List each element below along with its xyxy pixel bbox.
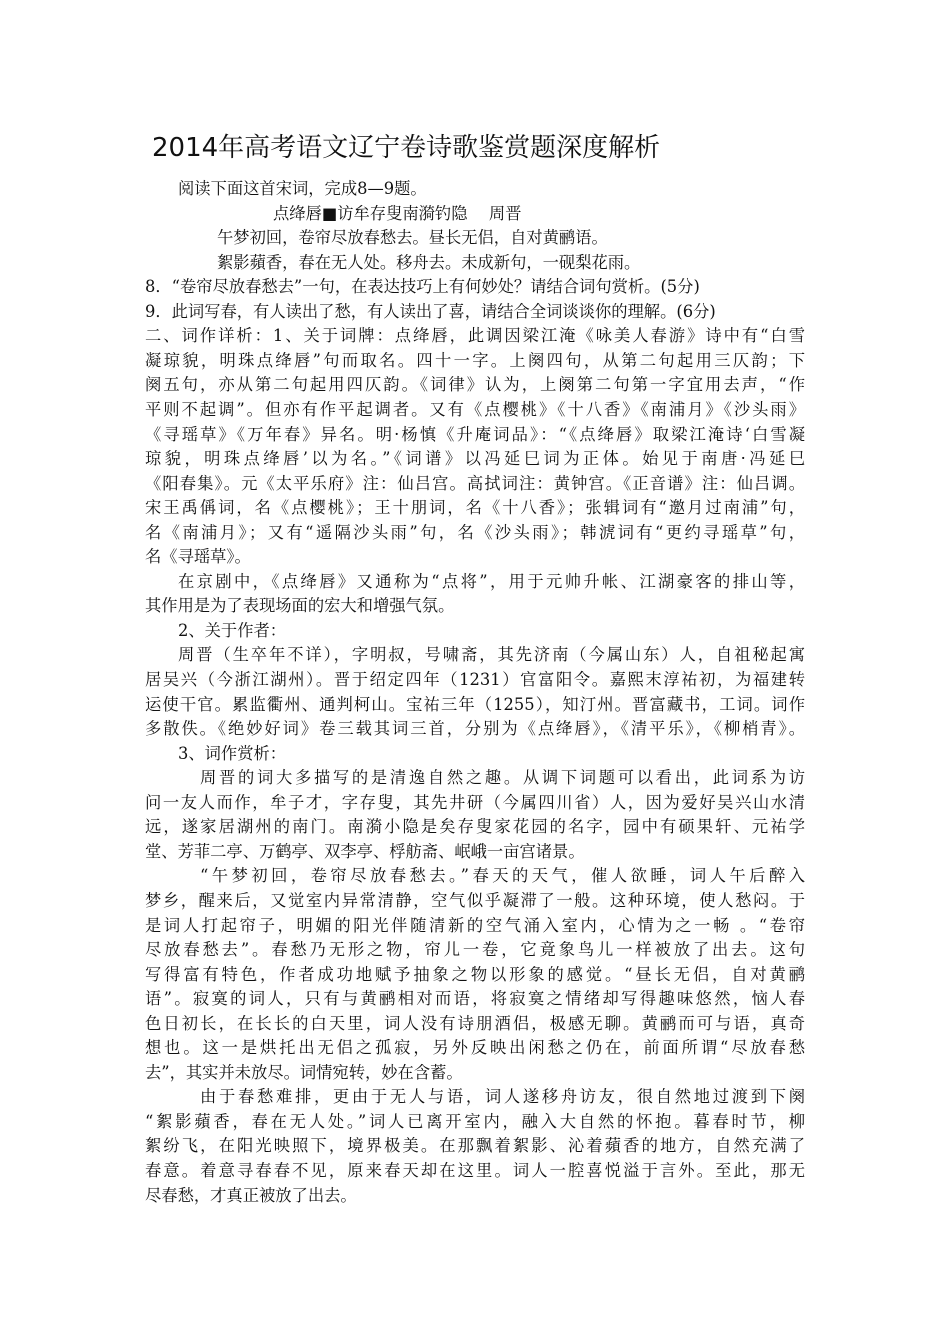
text-line: 絮纷飞，在阳光映照下，境界极美。在那飘着絮影、沁着蘋香的地方，自然充满了: [145, 1136, 805, 1156]
text-line: 2、关于作者：: [178, 620, 287, 640]
text-line: 想也。这一是烘托出无侣之孤寂，另外反映出闲愁之仍在，前面所谓“尽放春愁: [145, 1038, 805, 1058]
text-line: 写得富有特色，作者成功地赋予抽象之物以形象的感觉。“昼长无侣，自对黄鹂: [145, 964, 805, 984]
text-line: 色日初长，在长长的白天里，词人没有诗朋酒侣，极感无聊。黄鹂而可与语，真奇: [145, 1013, 805, 1033]
text-line: 《阳春集》。元《太平乐府》注：仙吕宫。高拭词注：黄钟宫。《正音谱》注：仙吕调。: [145, 473, 805, 493]
text-line: 琼貌，明珠点绛唇’以为名。”《词谱》以冯延巳词为正体。始见于南唐·冯延巳: [145, 449, 805, 469]
text-line: 运使干官。累监衢州、通判柯山。宝祐三年（1255），知汀州。晋富藏书，工词。词作: [145, 694, 805, 714]
text-line: 由于春愁难排，更由于无人与语，词人遂移舟访友，很自然地过渡到下阕: [200, 1087, 805, 1107]
text-line: 9．此词写春，有人读出了愁，有人读出了喜，请结合全词谈谈你的理解。(6分): [145, 301, 716, 321]
text-line: 居吴兴（今浙江湖州）。晋于绍定四年（1231）官富阳令。嘉熙末淳祐初，为福建转: [145, 670, 805, 689]
text-line: 8．“卷帘尽放春愁去”一句，在表达技巧上有何妙处？请结合词句赏析。(5分): [145, 277, 700, 297]
page-title: 2014年高考语文辽宁卷诗歌鉴赏题深度解析: [152, 133, 661, 163]
text-line: 3、词作赏析：: [178, 743, 287, 763]
text-line: 平则不起调”。但亦有作平起调者。又有《点樱桃》《十八香》《南浦月》《沙头雨》: [145, 399, 805, 419]
text-line: 名《南浦月》；又有“遥隔沙头雨”句，名《沙头雨》；韩淲词有“更约寻瑶草”句，: [145, 522, 805, 542]
text-line: 春意。着意寻春春不见，原来春天却在这里。词人一腔喜悦溢于言外。至此，那无: [145, 1161, 805, 1180]
text-line: 去”，其实并未放尽。词情宛转，妙在含蓄。: [145, 1062, 463, 1082]
text-line: 问一友人而作，牟子才，字存叟，其先井研（今属四川省）人，因为爱好吴兴山水清: [145, 792, 805, 812]
text-line: 名《寻瑶草》。: [145, 547, 251, 567]
text-line: 在京剧中，《点绛唇》又通称为“点将”，用于元帅升帐、江湖豪客的排山等，: [178, 571, 805, 591]
text-line: 阕五句，亦从第二句起用四仄韵。《词律》认为，上阕第二句第一字宜用去声，“作: [145, 375, 805, 395]
text-line: 尽春愁，才真正被放了出去。: [145, 1185, 357, 1205]
text-line: 堂、芳菲二亭、万鹤亭、双李亭、桴舫斋、岷峨一亩宫诸景。: [145, 841, 585, 861]
text-line: 二、词作详析：1、关于词牌：点绛唇，此调因梁江淹《咏美人春游》诗中有“白雪: [145, 326, 805, 346]
text-line: 絮影蘋香，春在无人处。移舟去。未成新句，一砚梨花雨。: [217, 252, 641, 272]
text-line: 阅读下面这首宋词，完成8—9题。: [178, 179, 427, 198]
text-line: 午梦初回，卷帘尽放春愁去。昼长无侣，自对黄鹂语。: [217, 228, 608, 248]
text-line: 尽放春愁去”。春愁乃无形之物，帘儿一卷，它竟象鸟儿一样被放了出去。这句: [145, 940, 805, 960]
text-line: 语”。寂寞的词人，只有与黄鹂相对而语，将寂寞之情绪却写得趣味悠然，恼人春: [145, 989, 805, 1009]
text-line: 《寻瑶草》《万年春》异名。明·杨慎《升庵词品》：“《点绛唇》取梁江淹诗‘白雪凝: [145, 424, 805, 444]
text-line: 点绛唇■访牟存叟南漪钓隐 周晋: [273, 203, 522, 223]
text-line: 周晋的词大多描写的是清逸自然之趣。从调下词题可以看出，此词系为访: [200, 768, 805, 788]
text-line: 是词人打起帘子，明媚的阳光伴随清新的空气涌入室内，心情为之一畅 。“卷帘: [145, 915, 805, 935]
text-line: 远，遂家居湖州的南门。南漪小隐是矣存叟家花园的名字，园中有硕果轩、元祐学: [145, 817, 805, 837]
text-line: 多散佚。《绝妙好词》卷三载其词三首，分别为《点绛唇》，《清平乐》，《柳梢青》。: [145, 719, 805, 739]
text-line: 周晋（生卒年不详），字明叔，号啸斋，其先济南（今属山东）人，自祖秘起寓: [178, 645, 805, 665]
text-line: “午梦初回，卷帘尽放春愁去。”春天的天气，催人欲睡，词人午后醉入: [200, 866, 805, 886]
text-line: 宋王禹偁词，名《点樱桃》；王十朋词，名《十八香》；张辑词有“邀月过南浦”句，: [145, 498, 805, 518]
text-line: 凝琼貌，明珠点绛唇”句而取名。四十一字。上阕四句，从第二句起用三仄韵；下: [145, 350, 805, 370]
text-line: “絮影蘋香，春在无人处。”词人已离开室内，融入大自然的怀抱。暮春时节，柳: [145, 1111, 805, 1131]
text-line: 梦乡，醒来后，又觉室内异常清静，空气似乎凝滞了一般。这种环境，使人愁闷。于: [145, 890, 805, 910]
text-line: 其作用是为了表现场面的宏大和增强气氛。: [145, 596, 455, 616]
